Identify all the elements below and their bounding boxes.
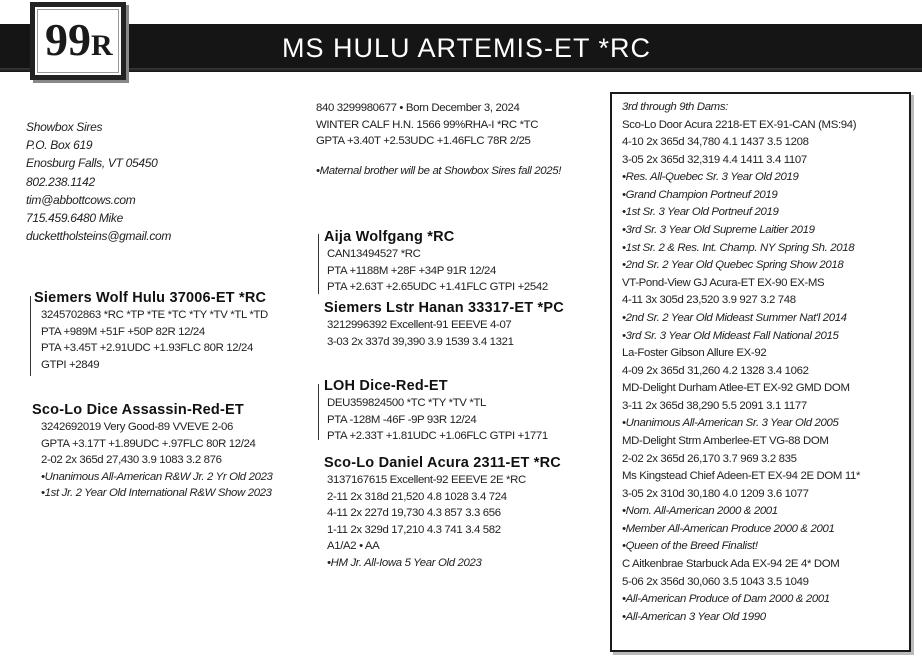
extended-dams-box	[610, 92, 911, 652]
dam-record-line: 3-05 2x 365d 32,319 4.4 1411 3.4 1107	[622, 153, 807, 166]
lot-number-digits: 99	[45, 14, 91, 65]
dam-sire-line: PTA -128M -46F -9P 93R 12/24	[327, 413, 477, 426]
sire-sire-details	[324, 246, 548, 296]
sire-line: PTA +989M +51F +50P 82R 12/24	[41, 325, 205, 338]
page-title: MS HULU ARTEMIS-ET *RC	[282, 33, 652, 63]
dam-record-line: 5-06 2x 356d 30,060 3.5 1043 3.5 1049	[622, 575, 809, 588]
dam-dam-line: A1/A2 • AA	[327, 540, 380, 553]
dam-award-line: •2nd Sr. 2 Year Old Mideast Summer Nat'l 2014	[622, 311, 847, 324]
dam-record-line: Ms Kingstead Chief Adeen-ET EX-94 2E DOM 11*	[622, 470, 861, 483]
dam-dam-line: 4-11 2x 227d 19,730 4.3 857 3.3 656	[327, 507, 501, 520]
sire-details	[34, 307, 268, 373]
sire-sire-line: PTA +1188M +28F +34P 91R 12/24	[327, 264, 497, 277]
dam-record-line: C Aitkenbrae Starbuck Ada EX-94 2E 4* DOM	[622, 558, 840, 571]
animal-gpta-line: GPTA +3.40T +2.53UDC +1.46FLC 78R 2/25	[316, 135, 531, 148]
dam-block	[32, 401, 273, 502]
dam-dam-details	[324, 472, 561, 572]
contact-line: 802.238.1142	[26, 174, 95, 189]
dam-record-line: La-Foster Gibson Allure EX-92	[622, 347, 767, 360]
dam-dam-award: •HM Jr. All-Iowa 5 Year Old 2023	[327, 556, 482, 569]
dam-award-line: •2nd Sr. 2 Year Old Quebec Spring Show 2018	[622, 259, 844, 272]
sire-sire-line: CAN13494527 *RC	[327, 248, 421, 260]
dam-name: Sco-Lo Dice Assassin-Red-ET	[32, 402, 244, 418]
dam-award-line: •1st Sr. 2 & Res. Int. Champ. NY Spring Sh. 2018	[622, 241, 855, 254]
dam-award-line: •Grand Champion Portneuf 2019	[622, 188, 778, 201]
dam-record-line: Sco-Lo Door Acura 2218-ET EX-91-CAN (MS:94)	[622, 118, 857, 131]
extended-dams-heading: 3rd through 9th Dams:	[622, 101, 728, 113]
dam-line: GPTA +3.17T +1.89UDC +.97FLC 80R 12/24	[41, 437, 256, 450]
dam-award: •Unanimous All-American R&W Jr. 2 Yr Old 2023	[41, 470, 273, 483]
sire-dam-name: Siemers Lstr Hanan 33317-ET *PC	[324, 300, 564, 316]
sire-dam-details	[324, 317, 564, 350]
sire-line: GTPI +2849	[41, 358, 100, 371]
dam-sire-details	[324, 395, 548, 445]
dam-sire-line: PTA +2.33T +1.81UDC +1.06FLC GTPI +1771	[327, 430, 548, 443]
dam-award-line: •All-American 3 Year Old 1990	[622, 610, 766, 623]
animal-info	[316, 100, 561, 179]
animal-note: •Maternal brother will be at Showbox Sires fall 2025!	[316, 164, 562, 177]
dam-award-line: •3rd Sr. 3 Year Old Supreme Laitier 2019	[622, 224, 815, 237]
dam-line: 3242692019 Very Good-89 VVEVE 2-06	[41, 421, 234, 433]
dam-sire-block	[324, 377, 548, 445]
dam-award-line: •1st Sr. 3 Year Old Portneuf 2019	[622, 206, 779, 219]
sire-dam-line: 3212996392 Excellent-91 EEEVE 4-07	[327, 319, 512, 331]
sire-sire-block	[324, 228, 548, 296]
pedigree-bracket	[30, 296, 31, 376]
dam-award: •1st Jr. 2 Year Old International R&W Show 2023	[41, 487, 272, 500]
dam-award-line: •Member All-American Produce 2000 & 2001	[622, 522, 835, 535]
sire-block	[34, 289, 268, 373]
dam-record-line: 4-09 2x 365d 31,260 4.2 1328 3.4 1062	[622, 364, 809, 377]
sire-dam-block	[324, 299, 564, 350]
lot-number	[45, 14, 113, 65]
contact-line: Enosburg Falls, VT 05450	[26, 156, 158, 171]
sire-dam-line: 3-03 2x 337d 39,390 3.9 1539 3.4 1321	[327, 335, 514, 348]
dam-award-line: •All-American Produce of Dam 2000 & 2001	[622, 593, 830, 606]
dam-record-line: MD-Delight Strm Amberlee-ET VG-88 DOM	[622, 434, 829, 447]
pedigree-bracket	[318, 234, 319, 294]
dam-sire-line: DEU359824500 *TC *TY *TV *TL	[327, 397, 487, 409]
animal-id-line: 840 3299980677 • Born December 3, 2024	[316, 102, 520, 114]
contact-email: tim@abbottcows.com	[26, 192, 136, 207]
animal-class-line: WINTER CALF H.N. 1566 99%RHA-I *RC *TC	[316, 118, 539, 131]
contact-email: duckettholsteins@gmail.com	[26, 229, 172, 244]
extended-dams-list	[622, 99, 860, 626]
pedigree-bracket	[318, 384, 319, 440]
consignor-contact	[26, 118, 171, 245]
dam-record-line: 4-10 2x 365d 34,780 4.1 1437 3.5 1208	[622, 136, 809, 149]
sire-name: Siemers Wolf Hulu 37006-ET *RC	[34, 290, 267, 306]
dam-award-line: •Nom. All-American 2000 & 2001	[622, 505, 778, 518]
sire-line: PTA +3.45T +2.91UDC +1.93FLC 80R 12/24	[41, 342, 254, 355]
dam-award-line: •Unanimous All-American Sr. 3 Year Old 2005	[622, 417, 839, 430]
dam-dam-name: Sco-Lo Daniel Acura 2311-ET *RC	[324, 455, 561, 471]
dam-record-line: 2-02 2x 365d 26,170 3.7 969 3.2 835	[622, 452, 797, 465]
dam-award-line: •Res. All-Quebec Sr. 3 Year Old 2019	[622, 171, 799, 184]
dam-dam-line: 2-11 2x 318d 21,520 4.8 1028 3.4 724	[327, 490, 507, 503]
dam-record-line: 4-11 3x 305d 23,520 3.9 927 3.2 748	[622, 294, 796, 307]
lot-number-box	[30, 2, 126, 80]
dam-dam-line: 1-11 2x 329d 17,210 4.3 741 3.4 582	[327, 523, 501, 536]
sire-sire-line: PTA +2.63T +2.65UDC +1.41FLC GTPI +2542	[327, 281, 548, 294]
contact-line: P.O. Box 619	[26, 138, 93, 153]
dam-record-line: 3-05 2x 310d 30,180 4.0 1209 3.6 1077	[622, 487, 809, 500]
dam-dam-line: 3137167615 Excellent-92 EEEVE 2E *RC	[327, 474, 526, 486]
dam-details	[32, 419, 273, 502]
dam-record-line: 3-11 2x 365d 38,290 5.5 2091 3.1 1177	[622, 399, 807, 412]
contact-line: Showbox Sires	[26, 120, 103, 134]
sire-line: 3245702863 *RC *TP *TE *TC *TY *TV *TL *TD	[41, 309, 268, 321]
dam-record-line: VT-Pond-View GJ Acura-ET EX-90 EX-MS	[622, 276, 825, 289]
contact-line: 715.459.6480 Mike	[26, 211, 123, 226]
dam-dam-block	[324, 454, 561, 572]
dam-line: 2-02 2x 365d 27,430 3.9 1083 3.2 876	[41, 454, 222, 467]
dam-record-line: MD-Delight Durham Atlee-ET EX-92 GMD DOM	[622, 382, 850, 395]
lot-number-suffix: R	[91, 29, 113, 62]
header-banner	[0, 24, 922, 72]
dam-award-line: •3rd Sr. 3 Year Old Mideast Fall National 2015	[622, 329, 839, 342]
sire-sire-name: Aija Wolfgang *RC	[324, 229, 455, 245]
dam-sire-name: LOH Dice-Red-ET	[324, 378, 448, 394]
dam-award-line: •Queen of the Breed Finalist!	[622, 540, 758, 553]
